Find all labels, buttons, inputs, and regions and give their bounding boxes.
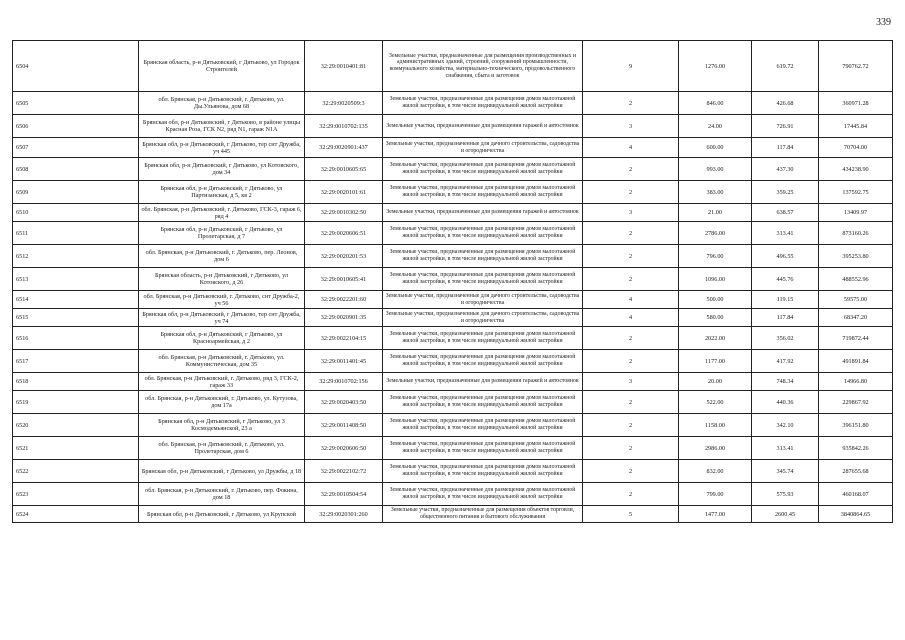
cadastral-value-cell: 790762.72 [819,41,893,92]
area-cell: 1096.00 [679,268,752,291]
cadastral-value-cell: 434238.90 [819,158,893,181]
cadastral-number-cell: 32:29:0022104:15 [305,327,383,350]
table-row [13,437,893,460]
cadastral-number-cell: 32:29:0020509:3 [305,92,383,115]
cadastral-number-cell: 32:29:0020901:437 [305,138,383,158]
specific-value-cell: 417.92 [752,350,819,373]
specific-value-cell: 426.68 [752,92,819,115]
row-number-cell: 6517 [13,350,139,373]
area-cell: 1276.00 [679,41,752,92]
table-row [13,373,893,391]
cadastral-value-cell: 68347.20 [819,309,893,327]
cadastral-value-cell: 3840864.65 [819,506,893,523]
group-code-cell: 3 [583,204,679,222]
table-row [13,291,893,309]
specific-value-cell: 345.74 [752,460,819,483]
group-code-cell: 4 [583,291,679,309]
group-code-cell: 2 [583,437,679,460]
specific-value-cell: 342.10 [752,414,819,437]
group-code-cell: 3 [583,115,679,138]
address-cell: обл. Брянская, р-н Дятьковский, г. Дятьково, ул. Кутузова, дом 17а [139,391,305,414]
area-cell: 2786.00 [679,222,752,245]
table-row [13,158,893,181]
land-use-cell: Земельные участки, предназначенные для размещения домов малоэтажной жилой застройки, в том числе индивидуальной жилой застройки [383,92,583,115]
row-number-cell: 6523 [13,483,139,506]
table-row [13,309,893,327]
table-row [13,391,893,414]
area-cell: 383.00 [679,181,752,204]
address-cell: обл. Брянская, р-н Дятьковский, г. Дятьково, ГСК-3, гараж 6, ряд 4 [139,204,305,222]
address-cell: Брянская обл, р-н Дятьковский, г Дятьково, тер снт Дружба, уч 445 [139,138,305,158]
cadastral-number-cell: 32:29:0010401:81 [305,41,383,92]
cadastral-value-cell: 396151.80 [819,414,893,437]
row-number-cell: 6521 [13,437,139,460]
table-row [13,204,893,222]
row-number-cell: 6519 [13,391,139,414]
group-code-cell: 2 [583,181,679,204]
area-cell: 1177.00 [679,350,752,373]
cadastral-number-cell: 32:29:0011408:50 [305,414,383,437]
row-number-cell: 6524 [13,506,139,523]
address-cell: Брянская обл, р-н Дятьковский, г Дятьково, ул Крупской [139,506,305,523]
area-cell: 24.00 [679,115,752,138]
group-code-cell: 4 [583,309,679,327]
cadastral-value-cell: 17445.84 [819,115,893,138]
cadastral-number-cell: 32:29:0020301:260 [305,506,383,523]
area-cell: 832.00 [679,460,752,483]
row-number-cell: 6522 [13,460,139,483]
address-cell: Брянская обл, р-н Дятьковский, г Дятьково, ул Дружбы, д 18 [139,460,305,483]
cadastral-number-cell: 32:29:0010702:156 [305,373,383,391]
area-cell: 2986.00 [679,437,752,460]
table-row [13,460,893,483]
cadastral-value-cell: 935842.26 [819,437,893,460]
land-use-cell: Земельные участки, предназначенные для дачного строительства, садоводства и огородничества [383,291,583,309]
table-row [13,115,893,138]
table-row [13,414,893,437]
row-number-cell: 6508 [13,158,139,181]
land-use-cell: Земельные участки, предназначенные для размещения домов малоэтажной жилой застройки, в том числе индивидуальной жилой застройки [383,268,583,291]
address-cell: обл. Брянская, р-н Дятьковский, г. Дятьково, ул. Ды.Ульянова, дом 68 [139,92,305,115]
table-row [13,350,893,373]
specific-value-cell: 440.36 [752,391,819,414]
row-number-cell: 6515 [13,309,139,327]
address-cell: Брянская область, р-н Дятьковский, г Дятьково, ул Городок Строителей [139,41,305,92]
specific-value-cell: 359.25 [752,181,819,204]
address-cell: обл. Брянская, р-н Дятьковский, г. Дятьково, ряд 3, ГСК-2, гараж 33 [139,373,305,391]
cadastral-number-cell: 32:29:0010702:135 [305,115,383,138]
table-row [13,41,893,92]
cadastral-value-cell: 395253.80 [819,245,893,268]
cadastral-value-cell: 287655.68 [819,460,893,483]
land-use-cell: Земельные участки, предназначенные для размещения гаражей и автостоянок [383,115,583,138]
specific-value-cell: 496.55 [752,245,819,268]
group-code-cell: 2 [583,92,679,115]
address-cell: Брянская обл, р-н Дятьковский, г Дятьково, ул З Космодемьянской, 23 а [139,414,305,437]
group-code-cell: 2 [583,391,679,414]
address-cell: обл. Брянская, р-н Дятьковский, г. Дятьково, ул. Пролетарская, дом 6 [139,437,305,460]
cadastral-number-cell: 32:29:0020101:61 [305,181,383,204]
land-use-cell: Земельные участки, предназначенные для размещения производственных и административных зданий, строений, сооружений промышленности, коммунального хозяйства, материально-технического, продовольственного снабжения, сбыта и заготовок [383,41,583,92]
group-code-cell: 3 [583,373,679,391]
table-row [13,327,893,350]
row-number-cell: 6513 [13,268,139,291]
cadastral-number-cell: 32:29:0020606:51 [305,222,383,245]
land-use-cell: Земельные участки, предназначенные для дачного строительства, садоводства и огородничества [383,138,583,158]
area-cell: 846.00 [679,92,752,115]
cadastral-number-cell: 32:29:0020403:50 [305,391,383,414]
cadastral-value-cell: 70704.00 [819,138,893,158]
row-number-cell: 6518 [13,373,139,391]
cadastral-value-cell: 137592.75 [819,181,893,204]
land-use-cell: Земельные участки, предназначенные для размещения домов малоэтажной жилой застройки, в том числе индивидуальной жилой застройки [383,350,583,373]
cadastral-value-cell: 488552.96 [819,268,893,291]
group-code-cell: 9 [583,41,679,92]
land-use-cell: Земельные участки, предназначенные для размещения гаражей и автостоянок [383,204,583,222]
land-use-cell: Земельные участки, предназначенные для размещения домов малоэтажной жилой застройки, в том числе индивидуальной жилой застройки [383,158,583,181]
cadastral-value-cell: 873160.26 [819,222,893,245]
group-code-cell: 2 [583,222,679,245]
row-number-cell: 6514 [13,291,139,309]
table-row [13,506,893,523]
area-cell: 20.00 [679,373,752,391]
land-use-cell: Земельные участки, предназначенные для размещения домов малоэтажной жилой застройки, в том числе индивидуальной жилой застройки [383,391,583,414]
row-number-cell: 6512 [13,245,139,268]
address-cell: обл. Брянская, р-н Дятьковский, г. Дятьково, пер. Леонов, дом 6 [139,245,305,268]
land-use-cell: Земельные участки, предназначенные для размещения гаражей и автостоянок [383,373,583,391]
cadastral-number-cell: 32:29:0020901:35 [305,309,383,327]
specific-value-cell: 2600.45 [752,506,819,523]
land-use-cell: Земельные участки, предназначенные для дачного строительства, садоводства и огородничества [383,309,583,327]
row-number-cell: 6504 [13,41,139,92]
group-code-cell: 2 [583,245,679,268]
specific-value-cell: 356.02 [752,327,819,350]
address-cell: обл. Брянская, р-н Дятьковский, г. Дятьково, ул. Коммунистическая, дом 35 [139,350,305,373]
specific-value-cell: 437.30 [752,158,819,181]
cadastral-number-cell: 32:29:0020606:50 [305,437,383,460]
area-cell: 799.00 [679,483,752,506]
land-use-cell: Земельные участки, предназначенные для размещения объектов торговли, общественного питания и бытового обслуживания [383,506,583,523]
cadastral-value-cell: 719872.44 [819,327,893,350]
area-cell: 2022.00 [679,327,752,350]
group-code-cell: 5 [583,506,679,523]
specific-value-cell: 726.91 [752,115,819,138]
land-use-cell: Земельные участки, предназначенные для размещения домов малоэтажной жилой застройки, в том числе индивидуальной жилой застройки [383,245,583,268]
specific-value-cell: 117.84 [752,138,819,158]
address-cell: Брянская обл, р-н Дятьковский, г Дятьково, ул Партизанская, д 5, кв 2 [139,181,305,204]
cadastral-value-cell: 491891.84 [819,350,893,373]
row-number-cell: 6509 [13,181,139,204]
area-cell: 1158.00 [679,414,752,437]
area-cell: 21.00 [679,204,752,222]
area-cell: 796.00 [679,245,752,268]
row-number-cell: 6516 [13,327,139,350]
group-code-cell: 2 [583,268,679,291]
area-cell: 500.00 [679,291,752,309]
row-number-cell: 6506 [13,115,139,138]
address-cell: обл. Брянская, р-н Дятьковский, г. Дятьково, снт Дружба-2, уч 56 [139,291,305,309]
area-cell: 1477.00 [679,506,752,523]
cadastral-value-cell: 13409.97 [819,204,893,222]
specific-value-cell: 575.93 [752,483,819,506]
table-row [13,222,893,245]
cadastral-number-cell: 32:29:0011401:45 [305,350,383,373]
specific-value-cell: 313.41 [752,222,819,245]
table-row [13,483,893,506]
land-use-cell: Земельные участки, предназначенные для размещения домов малоэтажной жилой застройки, в том числе индивидуальной жилой застройки [383,181,583,204]
address-cell: Брянская обл, р-н Дятьковский, г Дятьково, ул Пролетарская, д 7 [139,222,305,245]
land-use-cell: Земельные участки, предназначенные для размещения домов малоэтажной жилой застройки, в том числе индивидуальной жилой застройки [383,222,583,245]
cadastral-number-cell: 32:29:0010605:41 [305,268,383,291]
address-cell: Брянская обл, р-н Дятьковский, г Дятьково, ул Котовского, дом 34 [139,158,305,181]
cadastral-value-cell: 229867.92 [819,391,893,414]
specific-value-cell: 117.84 [752,309,819,327]
land-use-cell: Земельные участки, предназначенные для размещения домов малоэтажной жилой застройки, в том числе индивидуальной жилой застройки [383,483,583,506]
cadastral-value-cell: 59575.00 [819,291,893,309]
cadastral-number-cell: 32:29:0022102:72 [305,460,383,483]
cadastral-number-cell: 32:29:0020201:53 [305,245,383,268]
land-use-cell: Земельные участки, предназначенные для размещения домов малоэтажной жилой застройки, в том числе индивидуальной жилой застройки [383,327,583,350]
land-use-cell: Земельные участки, предназначенные для размещения домов малоэтажной жилой застройки, в том числе индивидуальной жилой застройки [383,437,583,460]
row-number-cell: 6511 [13,222,139,245]
area-cell: 600.00 [679,138,752,158]
cadastral-value-cell: 14966.80 [819,373,893,391]
cadastral-number-cell: 32:29:0010302:50 [305,204,383,222]
land-use-cell: Земельные участки, предназначенные для размещения домов малоэтажной жилой застройки, в том числе индивидуальной жилой застройки [383,414,583,437]
specific-value-cell: 748.34 [752,373,819,391]
group-code-cell: 2 [583,350,679,373]
address-cell: Брянская область, р-н Дятьковский, г Дятьково, ул Котовского, д 26 [139,268,305,291]
cadastral-value-table [12,40,893,523]
area-cell: 993.00 [679,158,752,181]
table-row [13,245,893,268]
row-number-cell: 6507 [13,138,139,158]
table-row [13,92,893,115]
address-cell: Брянская обл, р-н Дятьковский, г Дятьково, ул Красноармейская, д 2 [139,327,305,350]
specific-value-cell: 119.15 [752,291,819,309]
specific-value-cell: 445.76 [752,268,819,291]
group-code-cell: 2 [583,460,679,483]
specific-value-cell: 638.57 [752,204,819,222]
table-row [13,138,893,158]
group-code-cell: 4 [583,138,679,158]
area-cell: 580.00 [679,309,752,327]
area-cell: 522.00 [679,391,752,414]
specific-value-cell: 313.41 [752,437,819,460]
address-cell: Брянская обл, р-н Дятьковский, г Дятьково, тер снт Дружба, уч 74 [139,309,305,327]
group-code-cell: 2 [583,327,679,350]
cadastral-value-cell: 360971.28 [819,92,893,115]
cadastral-number-cell: 32:29:0022201:60 [305,291,383,309]
row-number-cell: 6505 [13,92,139,115]
land-use-cell: Земельные участки, предназначенные для размещения домов малоэтажной жилой застройки, в том числе индивидуальной жилой застройки [383,460,583,483]
group-code-cell: 2 [583,158,679,181]
address-cell: Брянская обл, р-н Дятьковский, г Дятьково, в районе улицы Красная Роза, ГСК N2, ряд N1, гараж N1А [139,115,305,138]
cadastral-number-cell: 32:29:0010605:65 [305,158,383,181]
cadastral-value-cell: 460168.07 [819,483,893,506]
table-row [13,268,893,291]
table-body [13,41,893,523]
row-number-cell: 6520 [13,414,139,437]
page-number: 339 [876,17,891,28]
group-code-cell: 2 [583,483,679,506]
group-code-cell: 2 [583,414,679,437]
table-row [13,181,893,204]
row-number-cell: 6510 [13,204,139,222]
address-cell: обл. Брянская, р-н Дятьковский, г. Дятьково, пер. Фокина, дом 18 [139,483,305,506]
specific-value-cell: 619.72 [752,41,819,92]
cadastral-number-cell: 32:29:0010504:54 [305,483,383,506]
